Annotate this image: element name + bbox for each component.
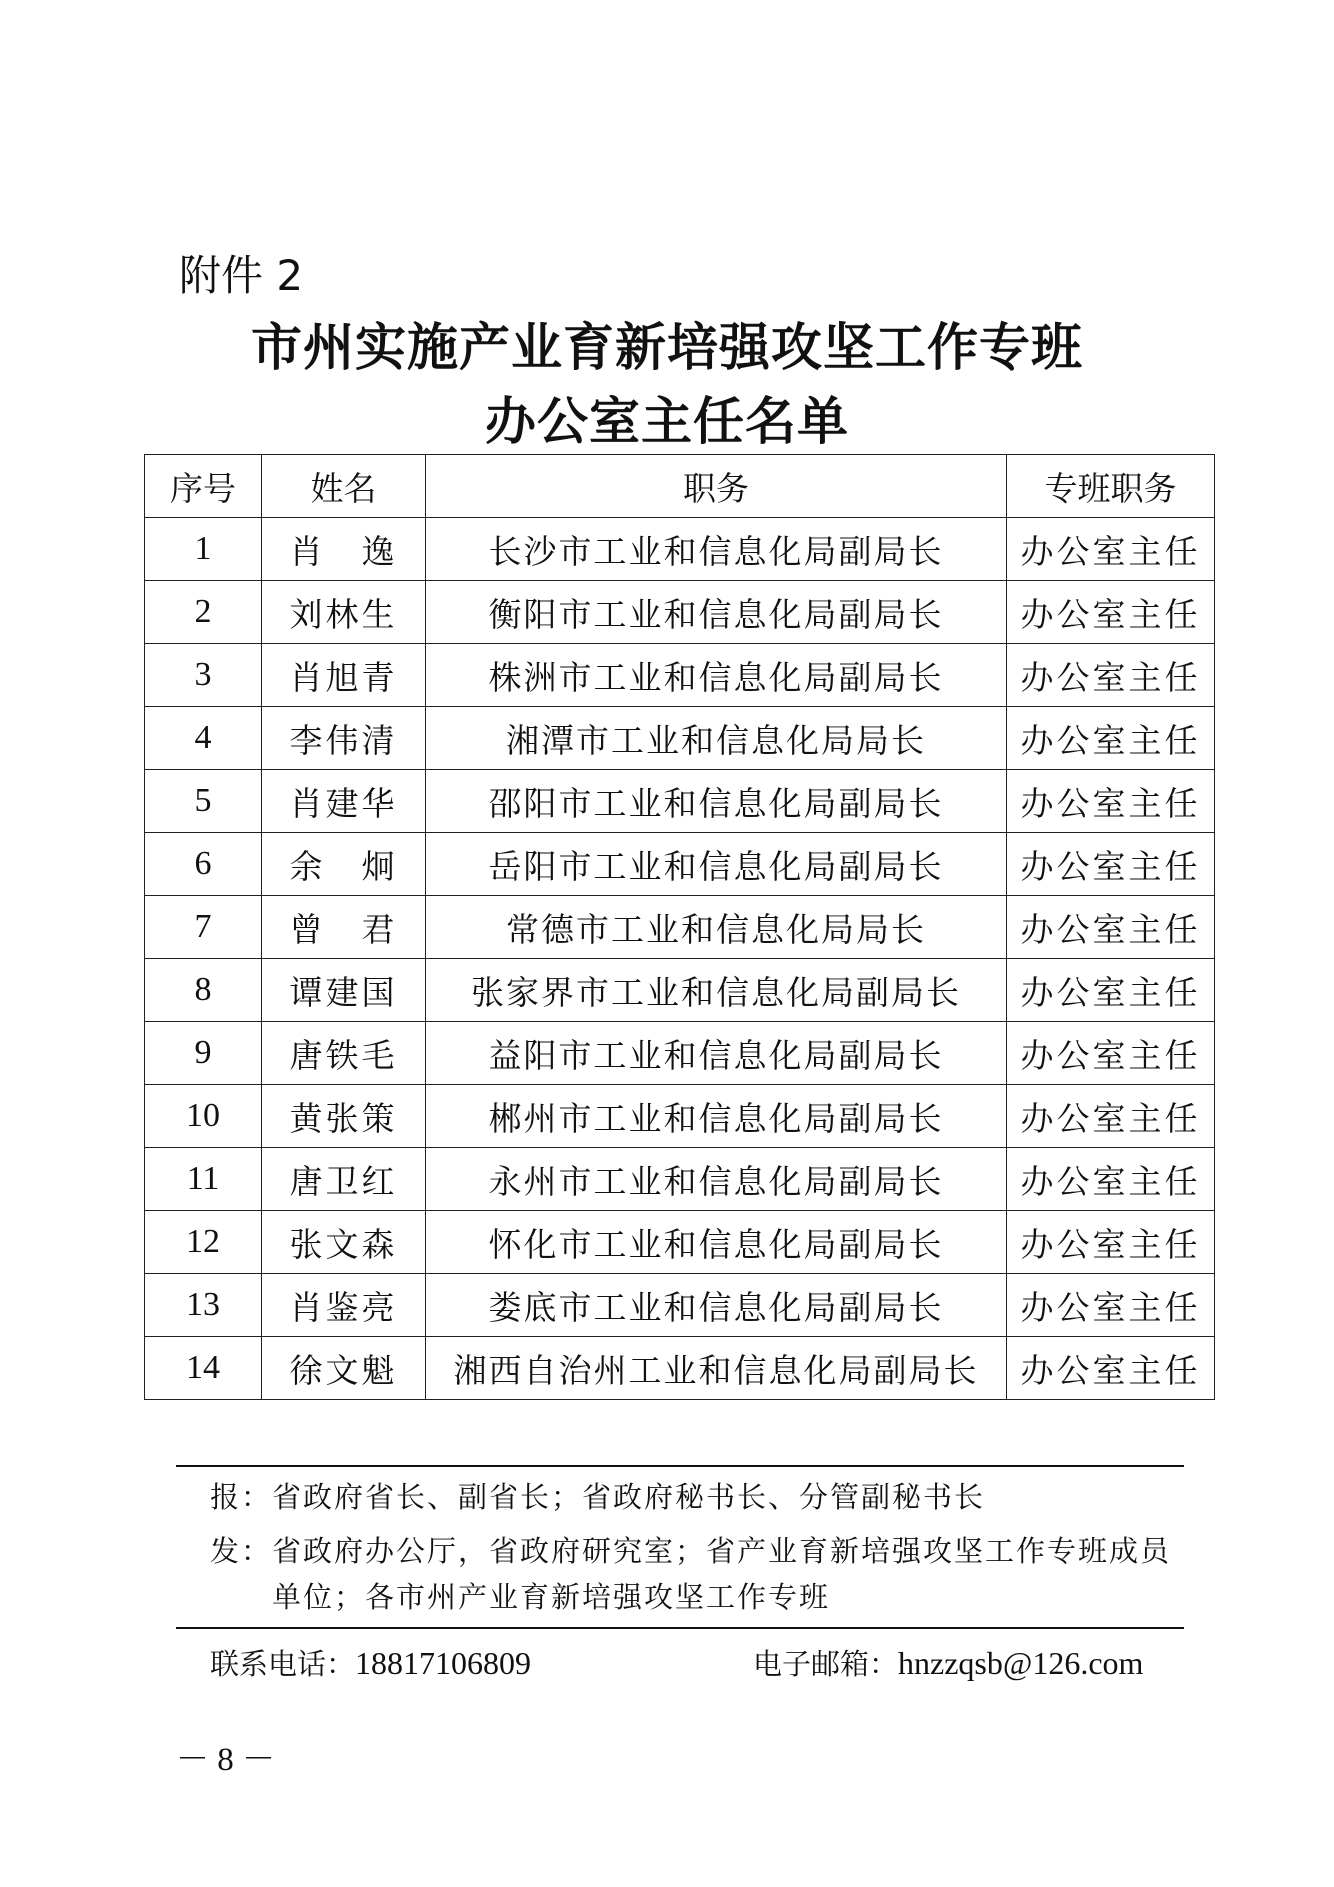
cell-role: 办公室主任 [1007,770,1215,833]
contact-phone [210,1640,531,1687]
cell-post: 岳阳市工业和信息化局副局长 [426,833,1007,896]
phone-number: 18817106809 [355,1645,532,1681]
cell-post: 衡阳市工业和信息化局副局长 [426,581,1007,644]
cell-post: 郴州市工业和信息化局副局长 [426,1085,1007,1148]
table-row [145,770,1215,833]
distribute-to-line1: 发：省政府办公厅，省政府研究室；省产业育新培强攻坚工作专班成员 [210,1534,1172,1568]
cell-name: 张文森 [262,1211,426,1274]
table-header-row [145,455,1215,518]
table-row [145,518,1215,581]
cell-seq: 11 [145,1148,262,1211]
cell-name: 肖建华 [262,770,426,833]
cell-seq: 5 [145,770,262,833]
cell-name: 肖鉴亮 [262,1274,426,1337]
cell-seq: 13 [145,1274,262,1337]
email-address: hnzzqsb@126.com [898,1645,1144,1681]
cell-seq: 3 [145,644,262,707]
cell-role: 办公室主任 [1007,707,1215,770]
header-role: 专班职务 [1007,455,1215,518]
cell-role: 办公室主任 [1007,518,1215,581]
cell-post: 长沙市工业和信息化局副局长 [426,518,1007,581]
distribute-to-block [210,1528,1190,1620]
distribute-to-line2: 单位；各市州产业育新培强攻坚工作专班 [272,1580,831,1614]
divider-bottom [176,1627,1184,1629]
cell-name: 肖旭青 [262,644,426,707]
attachment-label: 附件 2 [179,251,304,300]
table-row [145,896,1215,959]
cell-seq: 14 [145,1337,262,1400]
cell-role: 办公室主任 [1007,1274,1215,1337]
cell-role: 办公室主任 [1007,1148,1215,1211]
phone-label: 联系电话： [210,1647,356,1681]
cell-role: 办公室主任 [1007,833,1215,896]
cell-role: 办公室主任 [1007,581,1215,644]
table-row [145,1337,1215,1400]
cell-post: 湘潭市工业和信息化局局长 [426,707,1007,770]
header-post: 职务 [426,455,1007,518]
cell-name: 谭建国 [262,959,426,1022]
report-to-line: 报：省政府省长、副省长；省政府秘书长、分管副秘书长 [210,1480,986,1514]
email-label: 电子邮箱： [753,1647,899,1681]
cell-post: 常德市工业和信息化局局长 [426,896,1007,959]
cell-name: 余 炯 [262,833,426,896]
cell-post: 怀化市工业和信息化局副局长 [426,1211,1007,1274]
header-seq: 序号 [145,455,262,518]
document-title-line1: 市州实施产业育新培强攻坚工作专班 [250,319,1083,378]
cell-seq: 2 [145,581,262,644]
table-row [145,644,1215,707]
cell-post: 永州市工业和信息化局副局长 [426,1148,1007,1211]
cell-seq: 10 [145,1085,262,1148]
table-row [145,1022,1215,1085]
page-number: － 8 － [176,1742,275,1778]
contact-email [753,1640,1143,1687]
cell-role: 办公室主任 [1007,644,1215,707]
divider-top [176,1465,1184,1467]
table-row [145,833,1215,896]
cell-name: 唐铁毛 [262,1022,426,1085]
cell-name: 唐卫红 [262,1148,426,1211]
cell-role: 办公室主任 [1007,1337,1215,1400]
cell-seq: 4 [145,707,262,770]
table-row [145,1085,1215,1148]
cell-post: 张家界市工业和信息化局副局长 [426,959,1007,1022]
cell-name: 李伟清 [262,707,426,770]
cell-role: 办公室主任 [1007,1085,1215,1148]
table-row [145,959,1215,1022]
director-roster-table [144,454,1215,1400]
cell-name: 曾 君 [262,896,426,959]
table-row [145,1148,1215,1211]
cell-role: 办公室主任 [1007,896,1215,959]
cell-seq: 8 [145,959,262,1022]
cell-post: 娄底市工业和信息化局副局长 [426,1274,1007,1337]
table-row [145,707,1215,770]
cell-post: 湘西自治州工业和信息化局副局长 [426,1337,1007,1400]
cell-seq: 6 [145,833,262,896]
table-row [145,1211,1215,1274]
cell-name: 黄张策 [262,1085,426,1148]
header-name: 姓名 [262,455,426,518]
cell-seq: 1 [145,518,262,581]
cell-role: 办公室主任 [1007,959,1215,1022]
cell-role: 办公室主任 [1007,1211,1215,1274]
table-row [145,581,1215,644]
cell-name: 肖 逸 [262,518,426,581]
cell-name: 刘林生 [262,581,426,644]
cell-post: 邵阳市工业和信息化局副局长 [426,770,1007,833]
cell-seq: 12 [145,1211,262,1274]
table-row [145,1274,1215,1337]
cell-post: 株洲市工业和信息化局副局长 [426,644,1007,707]
cell-name: 徐文魁 [262,1337,426,1400]
cell-post: 益阳市工业和信息化局副局长 [426,1022,1007,1085]
cell-role: 办公室主任 [1007,1022,1215,1085]
document-title-line2: 办公室主任名单 [484,393,849,452]
cell-seq: 9 [145,1022,262,1085]
cell-seq: 7 [145,896,262,959]
